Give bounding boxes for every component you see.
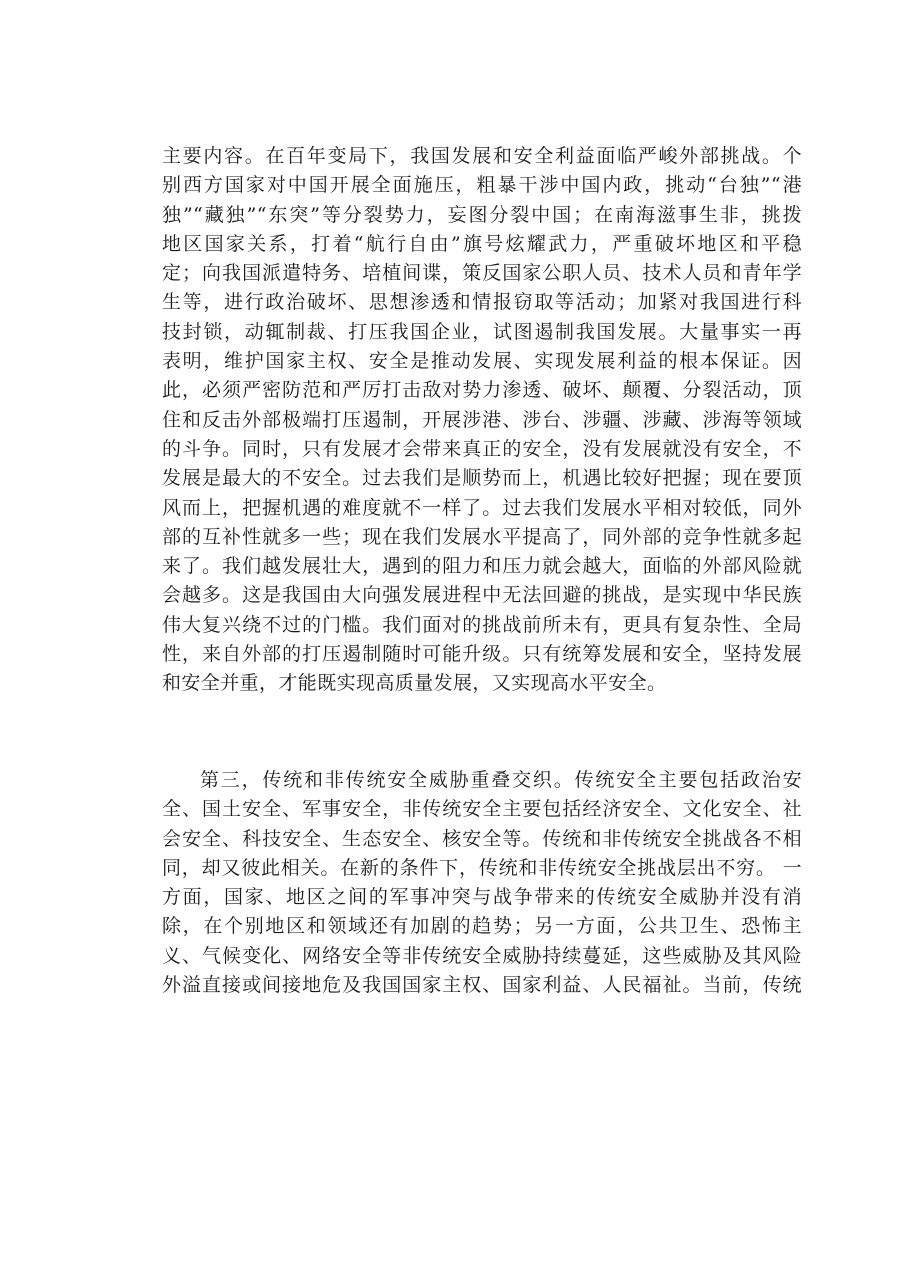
text-line: 定；向我国派遣特务、培植间谍，策反国家公职人员、技术人员和青年学 bbox=[162, 262, 802, 285]
text-line: 方面，国家、地区之间的军事冲突与战争带来的传统安全威胁并没有消 bbox=[162, 886, 802, 909]
text-line: 表明，维护国家主权、安全是推动发展、实现发展利益的根本保证。因 bbox=[162, 350, 802, 373]
text-line: 伟大复兴绕不过的门槛。我们面对的挑战前所未有，更具有复杂性、全局 bbox=[162, 613, 802, 636]
text-line: 外溢直接或间接地危及我国国家主权、国家利益、人民福祉。当前，传统 bbox=[162, 974, 802, 997]
text-line: 风而上，把握机遇的难度就不一样了。过去我们发展水平相对较低，同外 bbox=[162, 496, 802, 519]
text-line: 和安全并重，才能既实现高质量发展，又实现高水平安全。 bbox=[162, 672, 667, 695]
text-line: 会安全、科技安全、生态安全、核安全等。传统和非传统安全挑战各不相 bbox=[162, 827, 802, 850]
text-line: 义、气候变化、网络安全等非传统安全威胁持续蔓延，这些威胁及其风险 bbox=[162, 944, 802, 967]
text-line: 部的互补性就多一些；现在我们发展水平提高了，同外部的竞争性就多起 bbox=[162, 525, 802, 548]
text-line: 的斗争。同时，只有发展才会带来真正的安全，没有发展就没有安全，不 bbox=[162, 437, 802, 460]
text-line: 除，在个别地区和领域还有加剧的趋势；另一方面，公共卫生、恐怖主 bbox=[162, 915, 802, 938]
text-line: 全、国土安全、军事安全，非传统安全主要包括经济安全、文化安全、社 bbox=[162, 798, 802, 821]
text-line: 独”“藏独”“东突”等分裂势力，妄图分裂中国；在南海滋事生非，挑拨 bbox=[162, 203, 802, 226]
text-line: 第三，传统和非传统安全威胁重叠交织。传统安全主要包括政治安 bbox=[200, 769, 802, 791]
paragraph-third-point bbox=[162, 766, 802, 1000]
text-line: 发展是最大的不安全。过去我们是顺势而上，机遇比较好把握；现在要顶 bbox=[162, 467, 802, 490]
text-line: 主要内容。在百年变局下，我国发展和安全利益面临严峻外部挑战。个 bbox=[162, 145, 802, 167]
text-line: 地区国家关系，打着“航行自由”旗号炫耀武力，严重破坏地区和平稳 bbox=[162, 232, 802, 255]
paragraph-continued bbox=[162, 142, 802, 699]
text-line: 生等，进行政治破坏、思想渗透和情报窃取等活动；加紧对我国进行科 bbox=[162, 291, 802, 314]
text-line: 住和反击外部极端打压遏制，开展涉港、涉台、涉疆、涉藏、涉海等领域 bbox=[162, 408, 802, 431]
text-line: 性，来自外部的打压遏制随时可能升级。只有统筹发展和安全，坚持发展 bbox=[162, 643, 802, 666]
text-line: 别西方国家对中国开展全面施压，粗暴干涉中国内政，挑动“台独”“港 bbox=[162, 174, 802, 197]
text-line: 来了。我们越发展壮大，遇到的阻力和压力就会越大，面临的外部风险就 bbox=[162, 555, 802, 578]
text-line: 技封锁，动辄制裁、打压我国企业，试图遏制我国发展。大量事实一再 bbox=[162, 320, 802, 343]
text-line: 此，必须严密防范和严厉打击敌对势力渗透、破坏、颠覆、分裂活动，顶 bbox=[162, 379, 802, 402]
text-line: 同，却又彼此相关。在新的条件下，传统和非传统安全挑战层出不穷。 一 bbox=[162, 856, 802, 879]
text-line: 会越多。这是我国由大向强发展进程中无法回避的挑战，是实现中华民族 bbox=[162, 584, 802, 607]
